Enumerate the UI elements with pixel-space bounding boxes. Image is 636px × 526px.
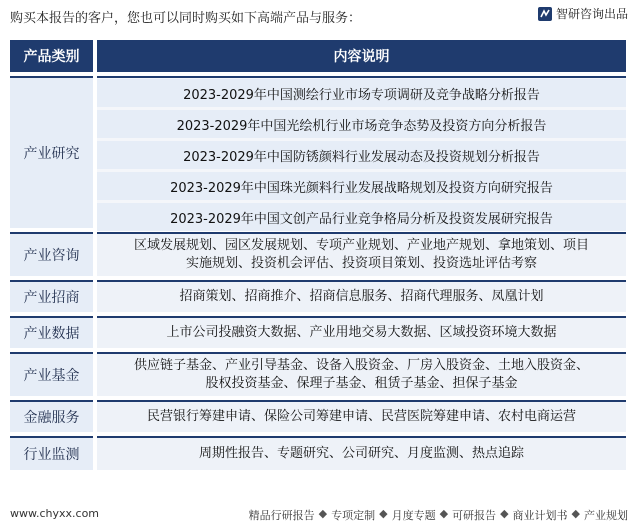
footer-link[interactable]: 商业计划书 xyxy=(512,509,568,522)
brand-logo-icon xyxy=(538,7,552,21)
separator-icon: ◆ xyxy=(571,507,580,520)
footer-link[interactable]: 精品行研报告 xyxy=(248,509,315,522)
intro-text: 购买本报告的客户，您也可以同时购买如下高端产品与服务： xyxy=(10,11,362,26)
category-cell: 产业咨询 xyxy=(10,232,93,276)
footer-link[interactable]: 月度专题 xyxy=(391,509,436,522)
content-cell xyxy=(97,316,626,348)
services-table xyxy=(10,40,626,470)
site-url[interactable]: www.chyxx.com xyxy=(10,507,100,520)
category-cell: 产业招商 xyxy=(10,280,93,312)
footer xyxy=(0,502,636,526)
top-bar xyxy=(0,0,636,36)
report-item[interactable]: 2023-2029年中国防锈颜料行业发展动态及投资规划分析报告 xyxy=(97,141,626,169)
content-cell xyxy=(97,280,626,312)
footer-link[interactable]: 产业规划 xyxy=(584,509,628,522)
table-row xyxy=(10,352,626,396)
content-cell xyxy=(97,352,626,396)
report-item[interactable]: 2023-2029年中国文创产品行业竞争格局分析及投资发展研究报告 xyxy=(97,203,626,231)
content-cell xyxy=(97,400,626,432)
content-line: 招商策划、招商推介、招商信息服务、招商代理服务、凤凰计划 xyxy=(179,289,544,304)
table-row xyxy=(10,280,626,312)
content-line: 周期性报告、专题研究、公司研究、月度监测、热点追踪 xyxy=(198,446,524,461)
table-row xyxy=(10,232,626,276)
table-row xyxy=(10,436,626,470)
separator-icon: ◆ xyxy=(500,507,509,520)
report-list xyxy=(97,76,626,228)
separator-icon: ◆ xyxy=(439,507,449,520)
content-line: 民营银行筹建申请、保险公司筹建申请、民营医院筹建申请、农村电商运营 xyxy=(146,409,576,424)
table-row xyxy=(10,316,626,348)
content-line: 区域发展规划、园区发展规划、专项产业规划、产业地产规划、拿地策划、项目 xyxy=(133,238,589,253)
report-item[interactable]: 2023-2029年中国珠光颜料行业发展战略规划及投资方向研究报告 xyxy=(97,172,626,200)
category-cell: 产业研究 xyxy=(10,76,93,228)
brand-name: 智研咨询出品 xyxy=(555,7,628,21)
category-cell: 产业基金 xyxy=(10,352,93,396)
content-line: 实施规划、投资机会评估、投资项目策划、投资选址评估考察 xyxy=(185,256,537,271)
separator-icon: ◆ xyxy=(318,507,328,520)
report-item[interactable]: 2023-2029年中国测绘行业市场专项调研及竞争战略分析报告 xyxy=(97,79,626,107)
footer-link[interactable]: 专项定制 xyxy=(331,509,376,522)
table-header xyxy=(10,40,626,72)
footer-links xyxy=(249,507,628,523)
content-cell xyxy=(97,232,626,276)
content-line: 上市公司投融资大数据、产业用地交易大数据、区域投资环境大数据 xyxy=(166,325,557,340)
category-cell: 产业数据 xyxy=(10,316,93,348)
research-group xyxy=(10,76,626,228)
category-cell: 金融服务 xyxy=(10,400,93,432)
header-category: 产品类别 xyxy=(10,40,93,72)
content-line: 股权投资基金、保理子基金、租赁子基金、担保子基金 xyxy=(205,376,518,391)
category-cell: 行业监测 xyxy=(10,436,93,470)
table-row xyxy=(10,400,626,432)
content-line: 供应链子基金、产业引导基金、设备入股资金、厂房入股资金、土地入股资金、 xyxy=(133,358,589,373)
header-content: 内容说明 xyxy=(97,40,626,72)
report-item[interactable]: 2023-2029年中国光绘机行业市场竞争态势及投资方向分析报告 xyxy=(97,110,626,138)
separator-icon: ◆ xyxy=(379,507,388,520)
content-cell xyxy=(97,436,626,470)
footer-link[interactable]: 可研报告 xyxy=(452,509,497,522)
brand xyxy=(538,5,628,22)
